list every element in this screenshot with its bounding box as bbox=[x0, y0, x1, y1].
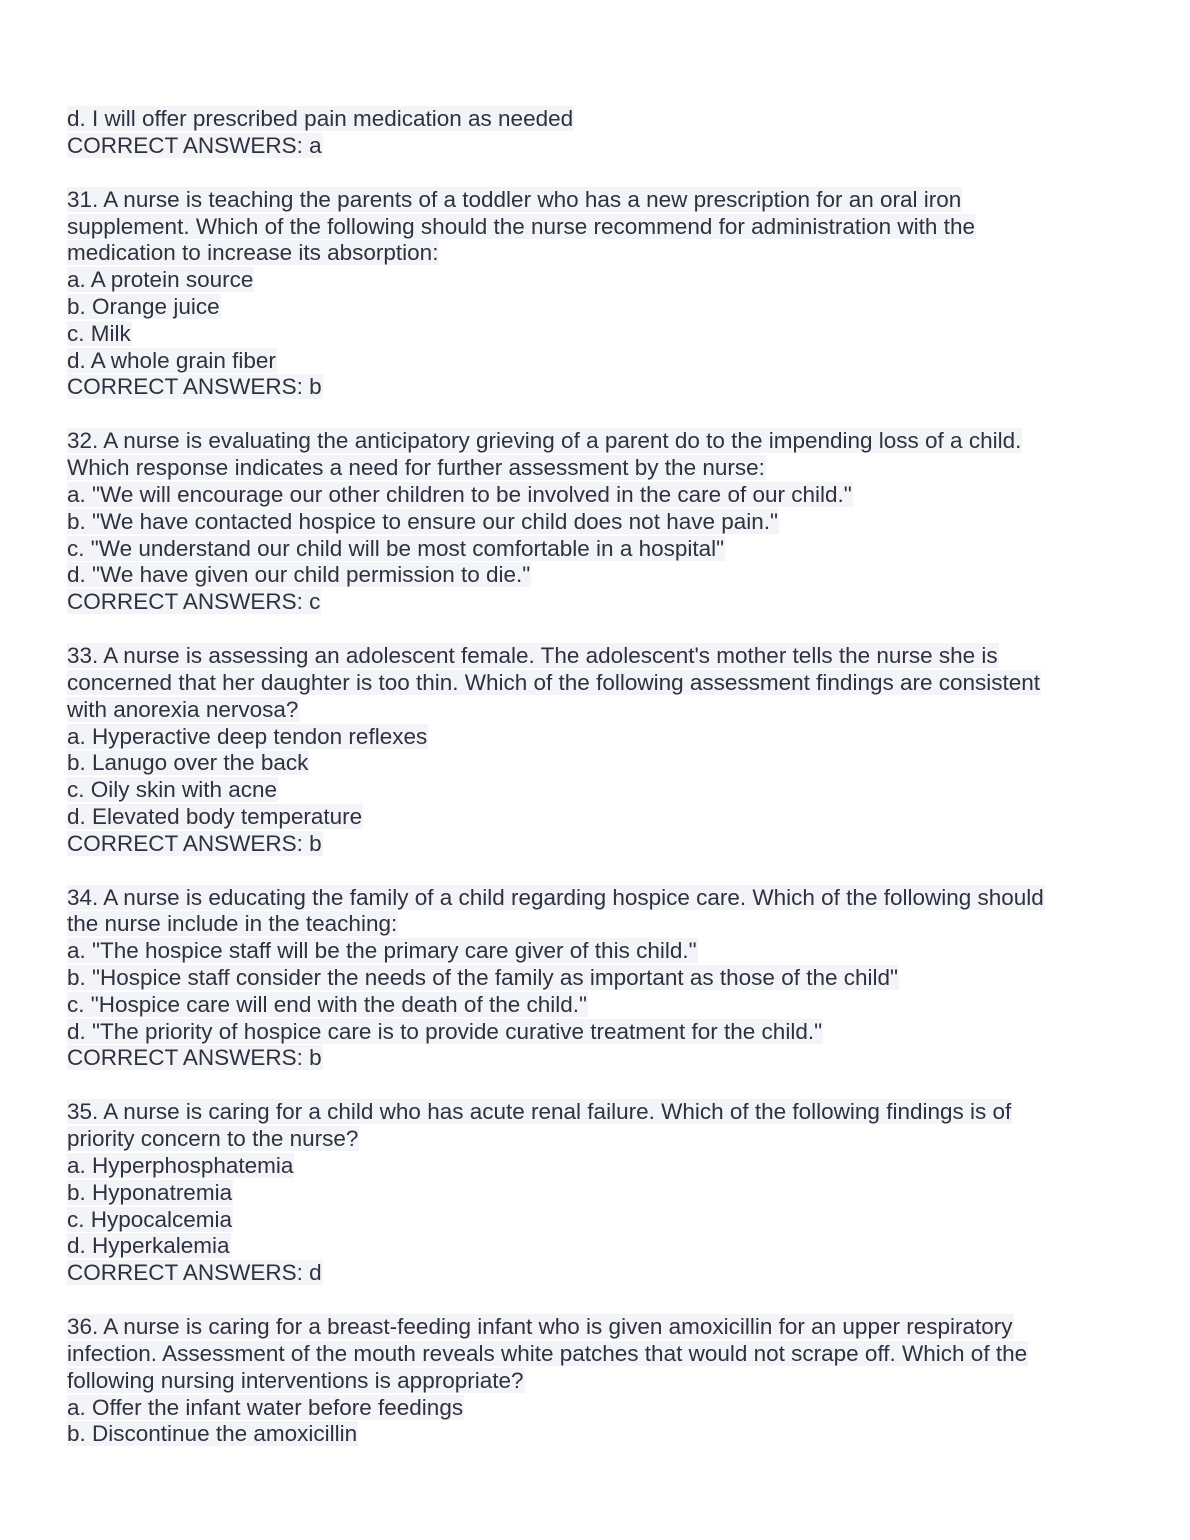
question-text: 31. A nurse is teaching the parents of a toddler who has a new prescription for an oral iron bbox=[67, 186, 962, 212]
question-stem-line bbox=[67, 643, 1127, 670]
option-text: d. A whole grain fiber bbox=[67, 347, 276, 373]
question-stem-line bbox=[67, 1341, 1127, 1368]
option-text: d. I will offer prescribed pain medication as needed bbox=[67, 106, 574, 131]
option-line bbox=[67, 1019, 1127, 1046]
option-line bbox=[67, 536, 1127, 563]
option-text: c. "Hospice care will end with the death of the child." bbox=[67, 991, 587, 1017]
option-text: b. Lanugo over the back bbox=[67, 750, 309, 776]
option-text: c. Oily skin with acne bbox=[67, 777, 278, 803]
correct-answer: CORRECT ANSWERS: b bbox=[67, 830, 322, 856]
option-text: b. Orange juice bbox=[67, 293, 220, 319]
answer-line bbox=[67, 133, 1127, 160]
option-line bbox=[67, 509, 1127, 536]
correct-answer: CORRECT ANSWERS: d bbox=[67, 1260, 322, 1286]
spacer bbox=[67, 1072, 1127, 1099]
option-line bbox=[67, 562, 1127, 589]
option-line bbox=[67, 777, 1127, 804]
correct-answer: CORRECT ANSWERS: b bbox=[67, 1045, 322, 1071]
question-text: 36. A nurse is caring for a breast-feeding infant who is given amoxicillin for an upper respiratory bbox=[67, 1314, 1013, 1340]
option-line bbox=[67, 1395, 1127, 1422]
question-stem-line bbox=[67, 1314, 1127, 1341]
option-text: a. Hyperphosphatemia bbox=[67, 1153, 294, 1179]
question-stem-line bbox=[67, 187, 1127, 214]
option-text: b. Hyponatremia bbox=[67, 1179, 233, 1205]
question-text: concerned that her daughter is too thin. Which of the following assessment findings are consistent bbox=[67, 669, 1041, 695]
option-line bbox=[67, 482, 1127, 509]
option-line bbox=[67, 1207, 1127, 1234]
option-line bbox=[67, 992, 1127, 1019]
answer-line bbox=[67, 589, 1127, 616]
option-line bbox=[67, 321, 1127, 348]
answer-line bbox=[67, 1045, 1127, 1072]
option-text: a. "We will encourage our other children to be involved in the care of our child." bbox=[67, 481, 852, 507]
spacer bbox=[67, 857, 1127, 884]
question-text: infection. Assessment of the mouth reveals white patches that would not scrape off. Which of the bbox=[67, 1341, 1028, 1366]
option-line bbox=[67, 804, 1127, 831]
correct-answer: CORRECT ANSWERS: b bbox=[67, 374, 322, 400]
question-text: 34. A nurse is educating the family of a child regarding hospice care. Which of the following should bbox=[67, 884, 1044, 910]
option-text: a. Hyperactive deep tendon reflexes bbox=[67, 723, 428, 749]
correct-answer: CORRECT ANSWERS: a bbox=[67, 132, 322, 158]
option-text: d. Hyperkalemia bbox=[67, 1233, 230, 1259]
option-text: b. "Hospice staff consider the needs of the family as important as those of the child" bbox=[67, 965, 899, 991]
question-stem-line bbox=[67, 240, 1127, 267]
question-stem-line bbox=[67, 214, 1127, 241]
question-stem-line bbox=[67, 911, 1127, 938]
question-stem-line bbox=[67, 455, 1127, 482]
option-text: b. "We have contacted hospice to ensure our child does not have pain." bbox=[67, 508, 779, 534]
option-text: d. "The priority of hospice care is to provide curative treatment for the child." bbox=[67, 1018, 823, 1044]
document-page bbox=[67, 106, 1127, 1448]
question-stem-line bbox=[67, 428, 1127, 455]
question-stem-line bbox=[67, 1099, 1127, 1126]
question-text: with anorexia nervosa? bbox=[67, 696, 299, 722]
question-text: medication to increase its absorption: bbox=[67, 240, 439, 266]
question-text: 33. A nurse is assessing an adolescent female. The adolescent's mother tells the nurse she is bbox=[67, 643, 998, 669]
question-stem-line bbox=[67, 697, 1127, 724]
option-text: a. A protein source bbox=[67, 267, 254, 293]
option-line bbox=[67, 1153, 1127, 1180]
option-text: a. Offer the infant water before feedings bbox=[67, 1394, 464, 1420]
option-line bbox=[67, 348, 1127, 375]
answer-line bbox=[67, 1260, 1127, 1287]
correct-answer: CORRECT ANSWERS: c bbox=[67, 589, 321, 615]
question-stem-line bbox=[67, 1126, 1127, 1153]
option-line bbox=[67, 750, 1127, 777]
option-text: d. Elevated body temperature bbox=[67, 803, 363, 829]
question-text: 35. A nurse is caring for a child who has acute renal failure. Which of the following findings is of bbox=[67, 1099, 1012, 1125]
option-text: c. "We understand our child will be most comfortable in a hospital" bbox=[67, 535, 725, 561]
question-text: the nurse include in the teaching: bbox=[67, 911, 398, 937]
option-line bbox=[67, 1421, 1127, 1448]
spacer bbox=[67, 160, 1127, 187]
spacer bbox=[67, 1287, 1127, 1314]
option-line bbox=[67, 267, 1127, 294]
spacer bbox=[67, 401, 1127, 428]
option-text: c. Milk bbox=[67, 320, 131, 346]
question-stem-line bbox=[67, 1368, 1127, 1395]
question-text: 32. A nurse is evaluating the anticipatory grieving of a parent do to the impending loss of a child. bbox=[67, 428, 1022, 454]
question-stem-line bbox=[67, 885, 1127, 912]
option-line bbox=[67, 1180, 1127, 1207]
option-line bbox=[67, 724, 1127, 751]
option-line bbox=[67, 938, 1127, 965]
option-text: a. "The hospice staff will be the primary care giver of this child." bbox=[67, 938, 697, 964]
spacer bbox=[67, 616, 1127, 643]
option-line bbox=[67, 1233, 1127, 1260]
answer-line bbox=[67, 374, 1127, 401]
question-text: following nursing interventions is appropriate? bbox=[67, 1367, 524, 1393]
option-line bbox=[67, 106, 1127, 133]
question-text: supplement. Which of the following should the nurse recommend for administration with the bbox=[67, 213, 975, 239]
option-line bbox=[67, 965, 1127, 992]
question-text: priority concern to the nurse? bbox=[67, 1126, 359, 1152]
option-line bbox=[67, 294, 1127, 321]
option-text: c. Hypocalcemia bbox=[67, 1206, 233, 1232]
question-text: Which response indicates a need for further assessment by the nurse: bbox=[67, 455, 765, 481]
option-text: d. "We have given our child permission to die." bbox=[67, 562, 531, 588]
question-stem-line bbox=[67, 670, 1127, 697]
option-text: b. Discontinue the amoxicillin bbox=[67, 1421, 358, 1447]
answer-line bbox=[67, 831, 1127, 858]
